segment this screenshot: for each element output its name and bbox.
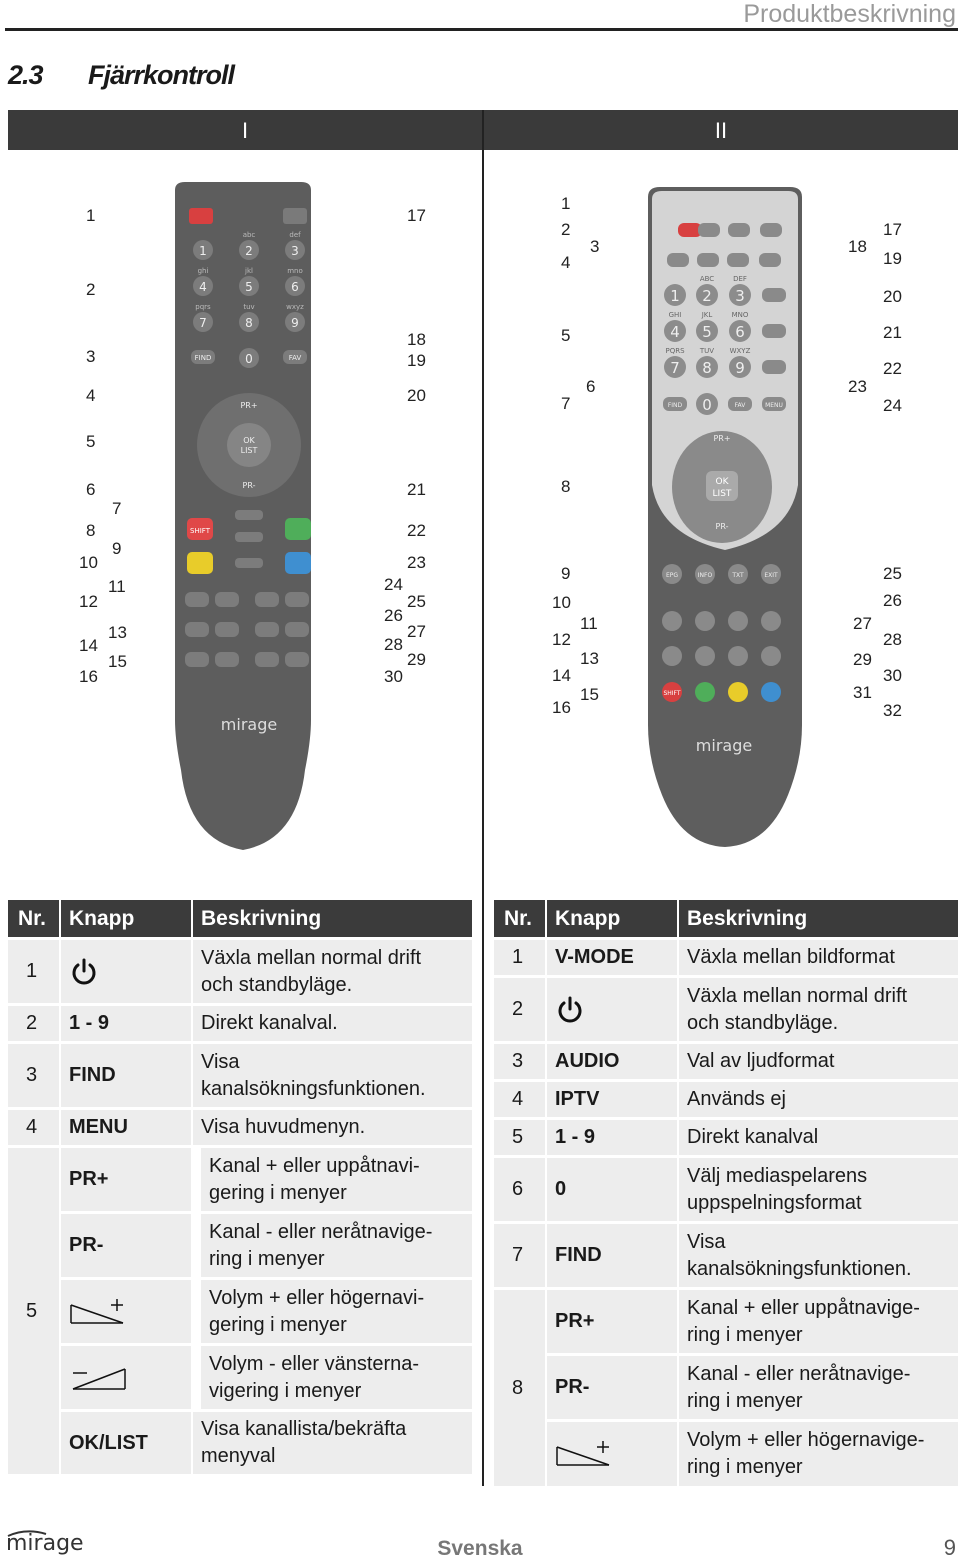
callout-right-remote-26: 26 — [883, 591, 902, 610]
digit-label: 4 — [670, 323, 680, 341]
function-button-label: FAV — [288, 354, 302, 362]
blue-button — [285, 552, 311, 574]
callout-right-remote-19: 19 — [883, 249, 902, 268]
description-line: Kanal + eller uppåtnavige- — [687, 1296, 920, 1319]
table-header-beskrivning: Beskrivning — [679, 900, 958, 937]
function-button-label: EXIT — [764, 572, 778, 579]
media-button — [285, 652, 309, 667]
media-button — [255, 652, 279, 667]
description-line: Visa huvudmenyn. — [201, 1116, 366, 1138]
callout-left-remote-23: 23 — [407, 553, 426, 572]
pr-plus-label: PR+ — [240, 401, 258, 410]
table-cell-beskrivning — [193, 1110, 472, 1145]
media-button — [215, 592, 239, 607]
remote-logo: mirage — [695, 736, 753, 755]
callout-left-remote-22: 22 — [407, 521, 426, 540]
callout-right-remote-9: 9 — [561, 564, 571, 583]
description-line: Välj mediaspelarens — [687, 1164, 868, 1187]
callout-right-remote-28: 28 — [883, 630, 902, 649]
digit-label: 2 — [702, 287, 712, 305]
description-line: Kanal - eller neråtnavige- — [209, 1220, 433, 1243]
table-cell-beskrivning — [193, 1044, 472, 1107]
table-cell-beskrivning — [193, 1412, 472, 1474]
callout-right-remote-7: 7 — [561, 394, 571, 413]
callout-right-remote-10: 10 — [552, 593, 571, 612]
callout-left-remote-7: 7 — [112, 499, 122, 518]
table-cell-beskrivning — [201, 1148, 472, 1211]
callout-right-remote-16: 16 — [552, 698, 571, 717]
description-line: kanalsökningsfunktionen. — [201, 1077, 426, 1100]
media-button — [215, 622, 239, 637]
description-line: menyval — [201, 1445, 276, 1467]
digit-sublabel: GHI — [668, 311, 682, 319]
table-cell-knapp: V-MODE — [547, 940, 677, 975]
table-cell-knapp: PR+ — [547, 1290, 677, 1353]
media-button — [255, 592, 279, 607]
digit-label: 9 — [291, 316, 299, 330]
digit-sublabel: abc — [242, 231, 256, 239]
function-button — [727, 253, 749, 267]
digit-sublabel: mno — [287, 267, 303, 275]
remote-control-image-left — [165, 180, 321, 860]
description-line: Visa kanallista/bekräfta — [201, 1418, 407, 1440]
function-button — [235, 510, 263, 520]
callout-left-remote-10: 10 — [79, 553, 98, 572]
media-button — [662, 611, 682, 631]
function-button-label: FIND — [194, 354, 212, 362]
table-cell-knapp: FIND — [547, 1224, 677, 1287]
table-cell-beskrivning — [193, 1006, 472, 1041]
power-icon — [69, 957, 99, 987]
callout-left-remote-9: 9 — [112, 539, 122, 558]
digit-sublabel: ABC — [699, 275, 715, 283]
digit-sublabel: tuv — [243, 303, 255, 311]
callout-left-remote-6: 6 — [86, 480, 96, 499]
section-number: 2.3 — [8, 60, 43, 90]
remote-logo: mirage — [220, 715, 278, 734]
ok-label: OK — [715, 477, 729, 487]
description-line: och standbyläge. — [201, 973, 353, 996]
digit-label: 3 — [735, 287, 745, 305]
digit-label: 6 — [735, 323, 745, 341]
function-button — [762, 324, 786, 338]
pr-minus-label: PR- — [242, 481, 256, 490]
power-button — [189, 208, 213, 224]
function-button — [759, 253, 781, 267]
digit-sublabel: MNO — [731, 311, 749, 319]
description-line: ring i menyer — [687, 1323, 803, 1346]
digit-label: 7 — [199, 316, 207, 330]
callout-right-remote-30: 30 — [883, 666, 902, 685]
digit-label: 8 — [702, 359, 712, 377]
callout-left-remote-21: 21 — [407, 480, 426, 499]
table-cell-nr: 5 — [8, 1148, 59, 1474]
callout-left-remote-24: 24 — [384, 575, 403, 594]
volume-down-icon — [69, 1365, 127, 1391]
table-cell-nr: 7 — [494, 1224, 545, 1287]
button-table-right — [494, 900, 958, 1486]
media-button — [215, 652, 239, 667]
callout-right-remote-2: 2 — [561, 220, 571, 239]
table-header-nr: Nr. — [494, 900, 545, 937]
function-button-label: TXT — [732, 572, 744, 579]
callout-right-remote-4: 4 — [561, 253, 571, 272]
table-cell-knapp: FIND — [61, 1044, 191, 1107]
digit-sublabel: pqrs — [195, 303, 211, 311]
list-label: LIST — [240, 446, 258, 455]
table-cell-beskrivning — [679, 1224, 958, 1287]
function-button-label: FIND — [667, 402, 683, 409]
callout-left-remote-28: 28 — [384, 635, 403, 654]
table-cell-beskrivning — [201, 1346, 472, 1409]
table-cell-nr: 2 — [8, 1006, 59, 1041]
callout-left-remote-13: 13 — [108, 623, 127, 642]
description-line: Visa — [687, 1230, 726, 1253]
section-title: Fjärrkontroll — [88, 60, 235, 90]
table-header-beskrivning: Beskrivning — [193, 900, 472, 937]
callout-right-remote-29: 29 — [853, 650, 872, 669]
table-cell-knapp: PR- — [61, 1214, 191, 1277]
callout-left-remote-2: 2 — [86, 280, 96, 299]
callout-right-remote-3: 3 — [590, 237, 600, 256]
mute-button — [283, 208, 307, 224]
callout-left-remote-5: 5 — [86, 432, 96, 451]
yellow-button — [187, 552, 213, 574]
function-button — [667, 253, 689, 267]
description-line: Används ej — [687, 1088, 786, 1110]
table-cell-knapp — [547, 978, 677, 1041]
callout-left-remote-27: 27 — [407, 622, 426, 641]
description-line: Volym + eller högernavi- — [209, 1286, 425, 1309]
table-cell-nr: 4 — [8, 1110, 59, 1145]
table-cell-knapp — [547, 1422, 677, 1486]
list-label: LIST — [712, 489, 732, 499]
digit-label: 1 — [670, 287, 680, 305]
table-header-knapp: Knapp — [61, 900, 191, 937]
ok-button — [227, 423, 271, 467]
callout-right-remote-27: 27 — [853, 614, 872, 633]
digit-sublabel: jkl — [245, 267, 253, 275]
digit-label: 6 — [291, 280, 299, 294]
digit-label: 9 — [735, 359, 745, 377]
shift-label: SHIFT — [190, 527, 210, 535]
callout-left-remote-12: 12 — [79, 592, 98, 611]
description-line: Direkt kanalval — [687, 1126, 819, 1148]
callout-left-remote-14: 14 — [79, 636, 98, 655]
digit-sublabel: WXYZ — [729, 347, 751, 355]
callout-left-remote-11: 11 — [108, 577, 126, 596]
callout-right-remote-14: 14 — [552, 666, 571, 685]
callout-left-remote-16: 16 — [79, 667, 98, 686]
function-button — [762, 288, 786, 302]
media-button — [695, 646, 715, 666]
table-cell-knapp: AUDIO — [547, 1044, 677, 1079]
digit-label: 0 — [245, 352, 253, 366]
table-cell-knapp: MENU — [61, 1110, 191, 1145]
digit-sublabel: PQRS — [665, 347, 685, 355]
table-cell-knapp — [61, 1280, 191, 1343]
digit-label: 2 — [245, 244, 253, 258]
callout-right-remote-1: 1 — [561, 194, 571, 213]
function-button — [235, 558, 263, 568]
media-button — [761, 646, 781, 666]
table-cell-nr: 1 — [8, 940, 59, 1003]
callout-left-remote-18: 18 — [407, 330, 426, 349]
table-cell-knapp: 1 - 9 — [547, 1120, 677, 1155]
table-cell-knapp: PR- — [547, 1356, 677, 1419]
function-button-label: MENU — [765, 402, 783, 409]
table-cell-knapp: PR+ — [61, 1148, 191, 1211]
description-line: gering i menyer — [209, 1181, 347, 1204]
table-cell-beskrivning — [679, 978, 958, 1041]
footer-language: Svenska — [437, 1537, 523, 1560]
table-cell-knapp: IPTV — [547, 1082, 677, 1117]
media-button — [285, 622, 309, 637]
callout-left-remote-29: 29 — [407, 650, 426, 669]
description-line: gering i menyer — [209, 1313, 347, 1336]
description-line: kanalsökningsfunktionen. — [687, 1257, 912, 1280]
table-cell-beskrivning — [201, 1280, 472, 1343]
description-line: Växla mellan bildformat — [687, 946, 895, 968]
callout-right-remote-24: 24 — [883, 396, 902, 415]
function-button — [728, 223, 750, 237]
callout-left-remote-20: 20 — [407, 386, 426, 405]
callout-right-remote-11: 11 — [580, 614, 598, 633]
callout-right-remote-6: 6 — [586, 377, 596, 396]
digit-sublabel: wxyz — [286, 303, 304, 311]
table-cell-knapp: OK/LIST — [61, 1412, 191, 1474]
table-cell-beskrivning — [679, 1422, 958, 1486]
function-button-label: FAV — [734, 402, 746, 409]
callout-right-remote-15: 15 — [580, 685, 599, 704]
table-cell-beskrivning — [679, 1120, 958, 1155]
power-icon — [555, 995, 585, 1025]
callout-right-remote-22: 22 — [883, 359, 902, 378]
description-line: vigering i menyer — [209, 1379, 362, 1402]
callout-right-remote-18: 18 — [848, 237, 867, 256]
media-button — [695, 611, 715, 631]
media-button — [255, 622, 279, 637]
function-button — [762, 360, 786, 374]
callout-left-remote-3: 3 — [86, 347, 96, 366]
callout-left-remote-4: 4 — [86, 386, 96, 405]
description-line: Direkt kanalval. — [201, 1012, 338, 1034]
ok-label: OK — [243, 436, 255, 445]
media-button — [185, 592, 209, 607]
callout-left-remote-26: 26 — [384, 606, 403, 625]
callout-right-remote-13: 13 — [580, 649, 599, 668]
description-line: och standbyläge. — [687, 1011, 839, 1034]
function-button — [697, 253, 719, 267]
function-button-label: INFO — [697, 572, 713, 579]
callout-left-remote-8: 8 — [86, 521, 96, 540]
table-cell-beskrivning — [679, 940, 958, 975]
description-line: Växla mellan normal drift — [687, 984, 908, 1007]
page-header-title: Produktbeskrivning — [743, 0, 956, 28]
page-number: 9 — [943, 1535, 956, 1560]
table-cell-beskrivning — [679, 1158, 958, 1221]
shift-label: SHIFT — [663, 690, 681, 697]
digit-label: 8 — [245, 316, 253, 330]
description-line: Visa — [201, 1050, 240, 1073]
table-header-knapp: Knapp — [547, 900, 677, 937]
function-button — [698, 223, 720, 237]
description-line: Val av ljudformat — [687, 1050, 835, 1072]
table-cell-nr: 5 — [494, 1120, 545, 1155]
description-line: Volym + eller högernavige- — [687, 1429, 925, 1451]
table-cell-beskrivning — [679, 1044, 958, 1079]
table-cell-nr: 2 — [494, 978, 545, 1041]
table-header-nr: Nr. — [8, 900, 59, 937]
digit-label: 7 — [670, 359, 680, 377]
remote-control-image-right — [640, 185, 810, 850]
table-cell-nr: 1 — [494, 940, 545, 975]
table-cell-beskrivning — [201, 1214, 472, 1277]
column-divider — [482, 110, 484, 1486]
volume-up-icon — [555, 1441, 613, 1467]
pr-plus-label: PR+ — [713, 434, 731, 443]
digit-sublabel: def — [289, 231, 301, 239]
callout-right-remote-17: 17 — [883, 220, 902, 239]
callout-right-remote-31: 31 — [853, 683, 872, 702]
function-button — [760, 223, 782, 237]
pr-minus-label: PR- — [715, 522, 729, 531]
callout-right-remote-21: 21 — [883, 323, 902, 342]
callout-right-remote-32: 32 — [883, 701, 902, 720]
table-cell-nr: 8 — [494, 1290, 545, 1486]
table-cell-beskrivning — [193, 940, 472, 1003]
callout-right-remote-20: 20 — [883, 287, 902, 306]
description-line: ring i menyer — [687, 1456, 803, 1478]
callout-right-remote-5: 5 — [561, 326, 571, 345]
callout-right-remote-23: 23 — [848, 377, 867, 396]
media-button — [728, 646, 748, 666]
table-cell-beskrivning — [679, 1356, 958, 1419]
callout-left-remote-1: 1 — [86, 206, 96, 225]
callout-right-remote-12: 12 — [552, 630, 571, 649]
function-button-label: EPG — [665, 572, 679, 579]
green-button — [695, 682, 715, 702]
digit-label: 5 — [702, 323, 712, 341]
description-line: Växla mellan normal drift — [201, 946, 422, 969]
table-cell-nr: 6 — [494, 1158, 545, 1221]
description-line: ring i menyer — [209, 1247, 325, 1270]
callout-left-remote-19: 19 — [407, 351, 426, 370]
svg-text:mirage: mirage — [6, 1531, 84, 1556]
digit-label: 4 — [199, 280, 207, 294]
header-rule — [5, 28, 958, 31]
callout-left-remote-15: 15 — [108, 652, 127, 671]
description-line: Kanal - eller neråtnavige- — [687, 1362, 911, 1385]
callout-right-remote-8: 8 — [561, 477, 571, 496]
media-button — [662, 646, 682, 666]
blue-button — [761, 682, 781, 702]
media-button — [185, 622, 209, 637]
table-cell-knapp: 0 — [547, 1158, 677, 1221]
description-line: ring i menyer — [687, 1389, 803, 1412]
table-cell-knapp: 1 - 9 — [61, 1006, 191, 1041]
yellow-button — [728, 682, 748, 702]
callout-left-remote-25: 25 — [407, 592, 426, 611]
callout-left-remote-17: 17 — [407, 206, 426, 225]
table-cell-knapp — [61, 940, 191, 1003]
table-cell-nr: 3 — [494, 1044, 545, 1079]
media-button — [761, 611, 781, 631]
description-line: Volym - eller vänsterna- — [209, 1352, 420, 1375]
table-cell-nr: 4 — [494, 1082, 545, 1117]
media-button — [728, 611, 748, 631]
digit-label: 0 — [702, 396, 712, 414]
column-header-left: I — [8, 110, 482, 150]
digit-sublabel: DEF — [733, 275, 747, 283]
table-cell-beskrivning — [679, 1290, 958, 1353]
media-button — [185, 652, 209, 667]
digit-label: 3 — [291, 244, 299, 258]
description-line: Kanal + eller uppåtnavi- — [209, 1154, 420, 1177]
description-line: uppspelningsformat — [687, 1191, 862, 1214]
digit-label: 1 — [199, 244, 207, 258]
media-button — [285, 592, 309, 607]
volume-up-icon — [69, 1299, 127, 1325]
button-table-left — [8, 900, 472, 1476]
table-cell-nr: 3 — [8, 1044, 59, 1107]
column-header-right: II — [484, 110, 958, 150]
digit-sublabel: ghi — [197, 267, 209, 275]
digit-sublabel: JKL — [701, 311, 713, 319]
function-button — [235, 532, 263, 542]
table-cell-knapp — [61, 1346, 191, 1409]
digit-label: 5 — [245, 280, 253, 294]
digit-sublabel: TUV — [699, 347, 715, 355]
callout-right-remote-25: 25 — [883, 564, 902, 583]
green-button — [285, 518, 311, 540]
section-heading — [8, 60, 234, 91]
callout-left-remote-30: 30 — [384, 667, 403, 686]
table-cell-beskrivning — [679, 1082, 958, 1117]
